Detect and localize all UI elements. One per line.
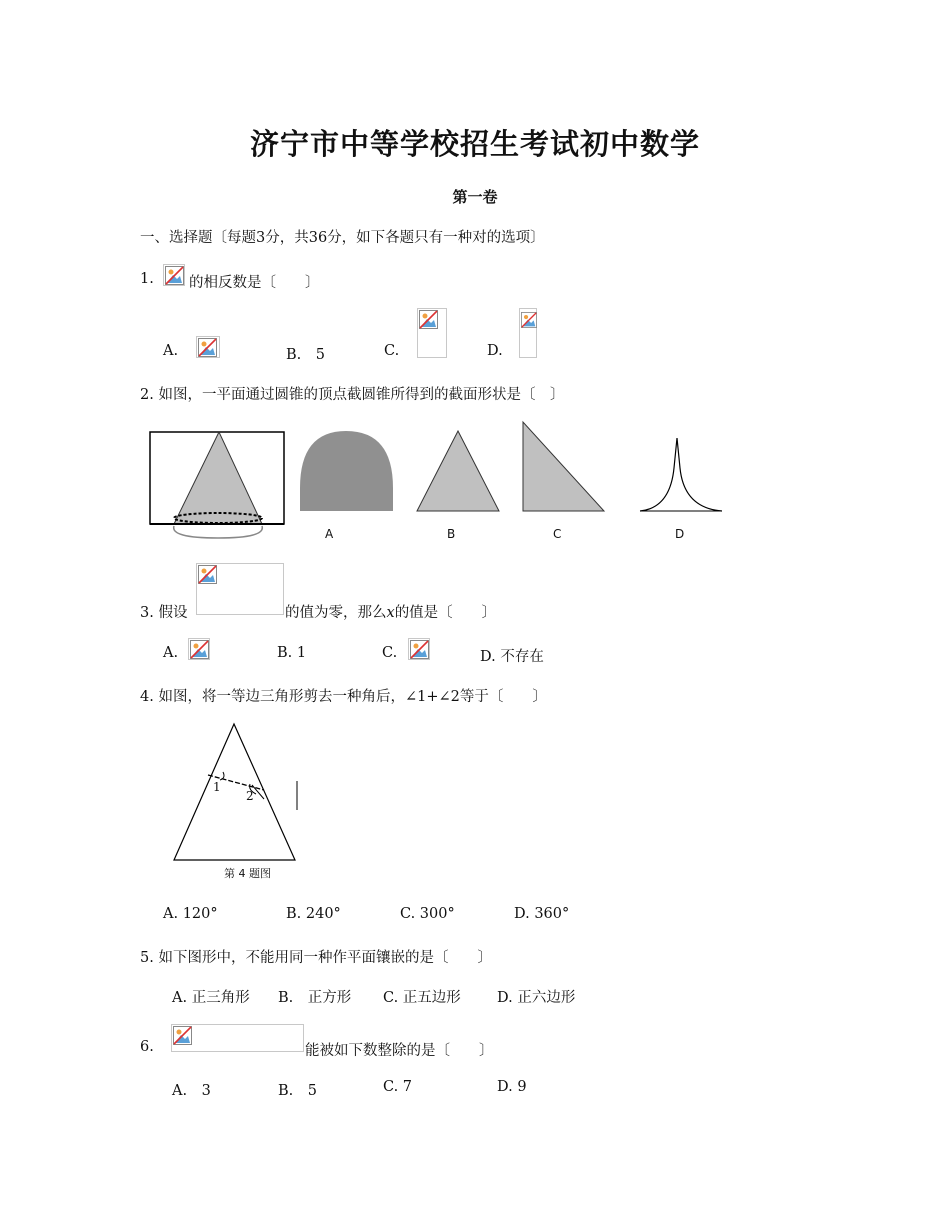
q4-option-d: D. 360° [514, 906, 570, 922]
q1-text: 的相反数是〔 〕 [189, 275, 320, 291]
q3-option-b: B. 1 [277, 645, 307, 661]
q1-option-c-image [417, 308, 447, 358]
q4-option-b: B. 240° [286, 906, 341, 922]
broken-image-icon [410, 640, 430, 660]
q3-suffix-text-2: 的值是〔 〕 [394, 605, 497, 621]
q1-option-a-image [196, 336, 220, 358]
q6-text: 能被如下数整除的是〔 〕 [305, 1043, 494, 1059]
q1-option-a: A. [163, 343, 179, 359]
q3-suffix [285, 601, 496, 622]
q2-label-d: D [675, 527, 685, 541]
q2-text: 2. 如图，一平面通过圆锥的顶点截圆锥所得到的截面形状是〔 〕 [140, 387, 565, 403]
q5-option-d: D. 正六边形 [497, 990, 576, 1006]
q6-option-d: D. 9 [497, 1079, 527, 1095]
q5-text: 5. 如下图形中，不能用同一种作平面镶嵌的是〔 〕 [140, 950, 492, 966]
q1-option-d: D. [487, 343, 503, 359]
q6-expression-image [171, 1024, 304, 1052]
option-a-shape [300, 431, 393, 511]
broken-image-icon [521, 310, 537, 330]
section-heading-choice: 一、选择题〔每题3分，共36分，如下各题只有一种对的选项〕 [140, 230, 545, 246]
q4-figure [168, 718, 308, 868]
broken-image-icon [165, 266, 185, 286]
option-b-shape [417, 431, 499, 511]
q6-option-a: A. 3 [172, 1083, 211, 1099]
q5-option-b: B. 正方形 [278, 990, 352, 1006]
q6-option-c: C. 7 [383, 1079, 413, 1095]
q2-label-b: B [447, 527, 456, 541]
broken-image-icon [190, 640, 210, 660]
q1-option-b: B. 5 [286, 347, 325, 363]
q3-option-c: C. [382, 645, 398, 661]
section-volume-title: 第一卷 [452, 188, 498, 206]
broken-image-icon [198, 565, 218, 585]
q3-variable: x [386, 605, 395, 621]
q1-option-d-image [519, 308, 537, 358]
q3-expression-image [196, 563, 284, 615]
q4-option-c: C. 300° [400, 906, 455, 922]
q6-option-b: B. 5 [278, 1083, 317, 1099]
q1-option-c: C. [384, 343, 400, 359]
option-d-shape [640, 438, 722, 511]
q6-number: 6. [140, 1039, 154, 1055]
page-title: 济宁市中等学校招生考试初中数学 [249, 127, 700, 161]
q4-text: 4. 如图，将一等边三角形剪去一种角后，∠1+∠2等于〔 〕 [140, 689, 547, 705]
cone-base-front [174, 526, 263, 538]
angle-1-label: 1 [213, 780, 221, 794]
q4-figure-caption: 第 4 题图 [224, 867, 271, 880]
q3-option-c-image [408, 638, 430, 660]
broken-image-icon [419, 310, 439, 330]
q3-option-a-image [188, 638, 210, 660]
q2-label-a: A [325, 527, 334, 541]
broken-image-icon [173, 1026, 193, 1046]
q1-number: 1. [140, 271, 154, 287]
angle-2-label: 2 [246, 789, 254, 803]
q2-label-c: C [553, 527, 562, 541]
q5-option-c: C. 正五边形 [383, 990, 461, 1006]
q3-suffix-text: 的值为零，那么 [285, 605, 387, 621]
q3-option-a: A. [163, 645, 179, 661]
q3-prefix: 3. 假设 [140, 605, 188, 621]
q3-option-d: D. 不存在 [480, 649, 544, 665]
triangle [174, 724, 295, 860]
q1-expression-image [163, 264, 185, 286]
q4-option-a: A. 120° [163, 906, 218, 922]
q5-option-a: A. 正三角形 [172, 990, 250, 1006]
broken-image-icon [198, 338, 218, 358]
option-c-shape [523, 422, 604, 511]
